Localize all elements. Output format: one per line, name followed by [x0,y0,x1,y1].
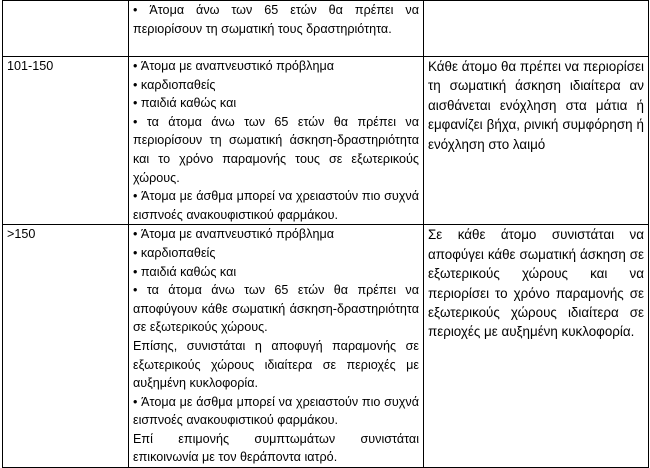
list-item: • Άτομα με άσθμα μπορεί να χρειαστούν πιο συχνά εισπνοές ανακουφιστικού φαρμάκου. [133,187,419,224]
list-item: • τα άτομα άνω των 65 ετών θα πρέπει να αποφύγουν κάθε σωματική άσκηση-δραστηριότητα σε εξωτερικούς χώρους. [133,281,419,337]
range-cell: 101-150 [3,57,129,225]
list-item: • παιδιά καθώς και [133,94,419,113]
groups-cell [129,57,424,225]
list-item-continuation: Επίσης, συνιστάται η αποφυγή παραμονής σε εξωτερικούς χώρους ιδιαίτερα σε περιοχές με αυξημένη κυκλοφορία. [133,338,419,391]
range-cell: >150 [3,225,129,468]
list-item: • τα άτομα άνω των 65 ετών θα πρέπει να περιορίσουν τη σωματική άσκηση-δραστηριότητα και το χρόνο παραμονής τους σε εξωτερικούς χώρους. [133,113,419,187]
table-row [3,57,649,225]
advice-cell: Σε κάθε άτομο συνιστάται να αποφύγει κάθε σωματική άσκηση σε εξωτερικούς χώρους και να περιορίσει το χρόνο παραμονής σε εξωτερικούς χώρους ιδιαίτερα σε περιοχές με αυξημένη κυκλοφορία. [424,225,649,468]
groups-cell [129,1,424,57]
list-item-continuation: Επί επιμονής συμπτωμάτων συνιστάται επικοινωνία με τον θεράποντα ιατρό. [133,431,419,465]
table-row [3,225,649,468]
list-item: • παιδιά καθώς και [133,263,419,282]
advice-cell: Κάθε άτομο θα πρέπει να περιορίσει τη σωματική άσκηση ιδιαίτερα αν αισθάνεται ενόχληση στα μάτια ή εμφανίζει βήχα, ρινική συμφόρηση ή ενόχληση στο λαιμό [424,57,649,225]
table-row [3,1,649,57]
list-item: • καρδιοπαθείς [133,244,419,263]
advice-cell [424,1,649,57]
list-item: • Άτομα με αναπνευστικό πρόβλημα [133,225,419,244]
list-item: • Άτομα με αναπνευστικό πρόβλημα [133,57,419,76]
list-item: • καρδιοπαθείς [133,76,419,95]
list-item: • Άτομα με άσθμα μπορεί να χρειαστούν πιο συχνά εισπνοές ανακουφιστικού φαρμάκου. [133,393,419,430]
range-cell [3,1,129,57]
air-quality-guidance-table [2,0,649,468]
list-item: • Άτομα άνω των 65 ετών θα πρέπει να περιορίσουν τη σωματική τους δραστηριότητα. [133,1,419,38]
groups-cell [129,225,424,468]
